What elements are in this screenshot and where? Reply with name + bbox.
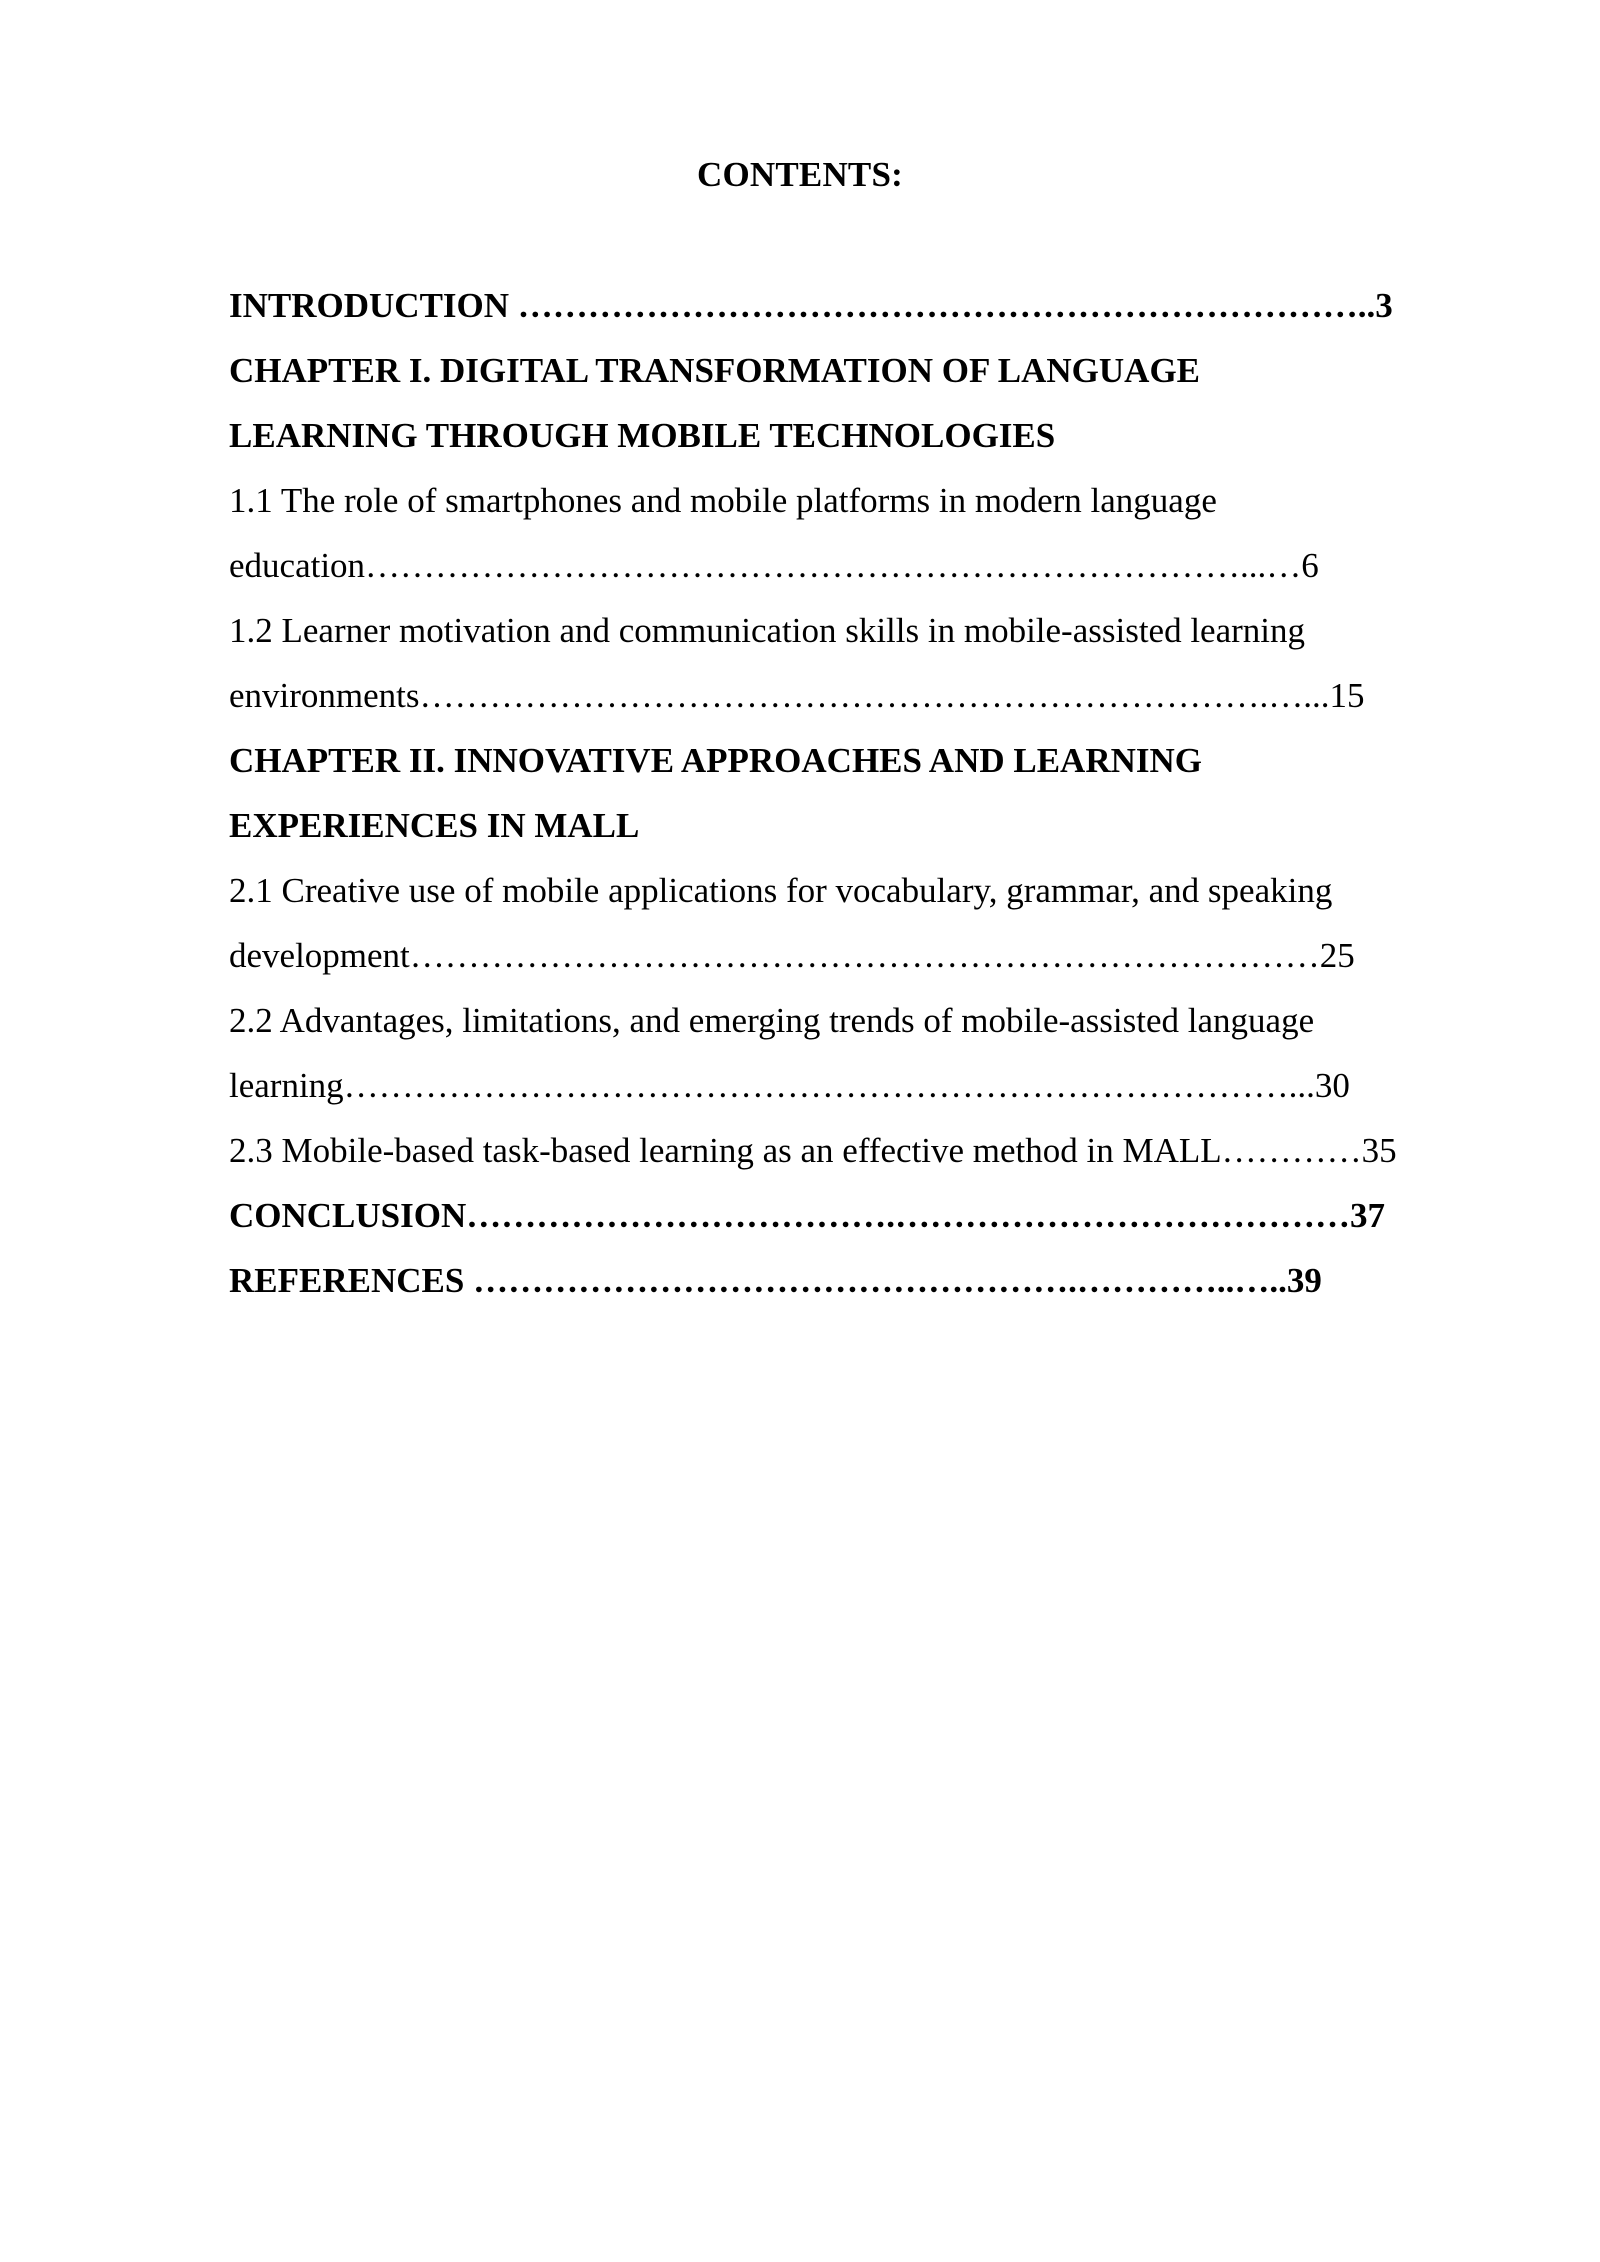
toc-section-2-2-line-2 (229, 1063, 1499, 1128)
toc-chapter-1-title-line-1 (229, 348, 1499, 413)
toc-section-2-1-line-1 (229, 868, 1499, 933)
toc-entry-references (229, 1258, 1499, 1323)
toc-entry-text: CHAPTER II. INNOVATIVE APPROACHES AND LEARNING (229, 741, 1203, 780)
toc-section-1-2-line-1 (229, 608, 1499, 673)
toc-chapter-1-title-line-2 (229, 413, 1499, 478)
page-title: CONTENTS: (696, 155, 903, 194)
toc-section-2-3 (229, 1128, 1499, 1193)
table-of-contents (229, 283, 1499, 1323)
toc-entry-text: LEARNING THROUGH MOBILE TECHNOLOGIES (229, 416, 1056, 455)
toc-entry-text: REFERENCES …………………………………………….…………..…..39 (229, 1261, 1322, 1300)
toc-entry-text: CHAPTER I. DIGITAL TRANSFORMATION OF LANGUAGE (229, 351, 1201, 390)
toc-entry-text: environments……………………………………………………………….…...15 (229, 676, 1365, 715)
toc-entry-introduction (229, 283, 1499, 348)
toc-entry-text: development……………………………………………………………………25 (229, 936, 1355, 975)
toc-entry-text: 1.2 Learner motivation and communication skills in mobile-assisted learning (229, 611, 1306, 650)
toc-section-1-2-line-2 (229, 673, 1499, 738)
toc-entry-text: learning………………………………………………………………………...30 (229, 1066, 1350, 1105)
toc-entry-text: CONCLUSION……………………………….…………………………………37 (229, 1196, 1386, 1235)
toc-entry-text: 2.3 Mobile-based task-based learning as an effective method in MALL…………35 (229, 1131, 1397, 1170)
toc-entry-text: 2.2 Advantages, limitations, and emerging trends of mobile-assisted language (229, 1001, 1315, 1040)
toc-chapter-2-title-line-2 (229, 803, 1499, 868)
toc-section-2-1-line-2 (229, 933, 1499, 998)
toc-section-2-2-line-1 (229, 998, 1499, 1063)
toc-section-1-1-line-2 (229, 543, 1499, 608)
toc-entry-text: education…………………………………………………………………...…6 (229, 546, 1319, 585)
toc-chapter-2-title-line-1 (229, 738, 1499, 803)
toc-entry-text: 2.1 Creative use of mobile applications for vocabulary, grammar, and speaking (229, 871, 1333, 910)
toc-section-1-1-line-1 (229, 478, 1499, 543)
toc-entry-conclusion (229, 1193, 1499, 1258)
toc-entry-text: EXPERIENCES IN MALL (229, 806, 640, 845)
toc-entry-text: 1.1 The role of smartphones and mobile platforms in modern language (229, 481, 1217, 520)
toc-entry-text: INTRODUCTION ………………………………………………………………..3 (229, 286, 1393, 325)
